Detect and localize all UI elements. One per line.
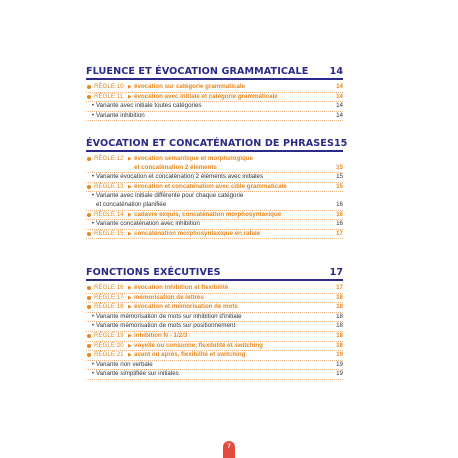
entry-title bbox=[96, 102, 201, 111]
entry-page-number: 14 bbox=[336, 83, 343, 90]
entry-title-line: Variante évocation et concaténation 2 éléments avec initiales bbox=[96, 173, 264, 181]
toc-rule-entry[interactable] bbox=[86, 211, 343, 221]
bullet-icon bbox=[87, 286, 91, 290]
entry-page-number: 18 bbox=[336, 312, 343, 320]
arrow-right-icon: ▶ bbox=[128, 211, 132, 218]
entry-title bbox=[134, 332, 187, 341]
toc-rule-entry[interactable] bbox=[86, 294, 343, 304]
toc-variant-entry[interactable] bbox=[86, 370, 343, 380]
arrow-right-icon: ▶ bbox=[128, 285, 132, 291]
rule-label: RÈGLE 18 bbox=[94, 303, 124, 311]
rule-label: RÈGLE 14 bbox=[94, 210, 124, 218]
toc-variant-entry[interactable] bbox=[86, 313, 343, 323]
toc-variant-entry[interactable] bbox=[86, 361, 343, 371]
arrow-right-icon: ▶ bbox=[128, 156, 132, 162]
entry-title-line-2: et concaténation 2 éléments bbox=[134, 163, 217, 171]
entry-title bbox=[134, 155, 253, 172]
entry-page-number: 18 bbox=[336, 293, 343, 301]
entry-title bbox=[96, 361, 153, 370]
entry-title bbox=[134, 342, 263, 351]
arrow-right-icon: ▶ bbox=[128, 183, 132, 190]
entry-title bbox=[96, 173, 263, 182]
entry-title-line: Variante avec initiale différente pour chaque catégorie bbox=[96, 192, 244, 200]
bullet-dot-icon: • bbox=[91, 111, 95, 119]
toc-rule-entry[interactable] bbox=[86, 230, 343, 240]
bullet-icon bbox=[87, 305, 91, 309]
bullet-icon bbox=[87, 344, 91, 348]
entry-page-number: 14 bbox=[336, 92, 343, 100]
arrow-right-icon: ▶ bbox=[128, 93, 132, 100]
entry-title bbox=[134, 303, 238, 312]
toc-rule-entry[interactable] bbox=[86, 183, 343, 193]
entry-page-number: 18 bbox=[336, 331, 343, 339]
toc-rule-entry[interactable] bbox=[86, 342, 343, 352]
entry-title bbox=[134, 183, 287, 192]
bullet-icon bbox=[87, 353, 91, 357]
entry-title-line: voyelle ou consonne, flexibilité et switching bbox=[134, 341, 263, 349]
entry-page-number: 18 bbox=[336, 322, 343, 330]
entry-title-line: Variante simplifiée sur initiales bbox=[96, 370, 179, 378]
bullet-dot-icon: • bbox=[91, 370, 95, 378]
section-page-number: 15 bbox=[333, 138, 348, 149]
section-entries bbox=[86, 83, 343, 121]
entry-page-number: 19 bbox=[336, 360, 343, 368]
toc-variant-entry[interactable] bbox=[86, 112, 343, 122]
bullet-dot-icon: • bbox=[91, 102, 95, 110]
rule-label: RÈGLE 16 bbox=[94, 284, 124, 291]
entry-title bbox=[134, 230, 260, 239]
entry-page-number: 16 bbox=[336, 220, 343, 228]
toc-section-fonctions-executives bbox=[86, 265, 343, 380]
entry-title bbox=[134, 211, 281, 220]
toc-rule-entry[interactable] bbox=[86, 284, 343, 294]
bullet-dot-icon: • bbox=[91, 360, 95, 368]
toc-rule-entry[interactable] bbox=[86, 83, 343, 93]
bullet-icon bbox=[87, 85, 91, 89]
rule-label: RÈGLE 20 bbox=[94, 341, 124, 349]
bullet-icon bbox=[87, 334, 91, 338]
bullet-icon bbox=[87, 213, 91, 217]
entry-title-line: cadavre exquis, concaténation morphosyntaxique bbox=[134, 210, 282, 218]
entry-title bbox=[134, 83, 245, 92]
toc-variant-entry[interactable] bbox=[86, 220, 343, 230]
entry-title-line: Variante non verbale bbox=[96, 360, 153, 368]
section-title: FLUENCE ET ÉVOCATION GRAMMATICALE bbox=[86, 66, 309, 77]
arrow-right-icon: ▶ bbox=[128, 332, 132, 339]
entry-page-number: 19 bbox=[336, 370, 343, 378]
entry-title bbox=[96, 112, 145, 121]
arrow-right-icon: ▶ bbox=[128, 342, 132, 349]
arrow-right-icon: ▶ bbox=[128, 304, 132, 311]
entry-page-number: 18 bbox=[336, 303, 343, 311]
entry-title-line: Variante avec initiale toutes catégories bbox=[96, 102, 202, 110]
entry-page-number: 14 bbox=[336, 111, 343, 119]
arrow-right-icon: ▶ bbox=[128, 230, 132, 237]
toc-variant-entry[interactable] bbox=[86, 102, 343, 112]
toc-variant-entry[interactable] bbox=[86, 192, 343, 210]
section-page-number: 17 bbox=[329, 267, 343, 278]
entry-page-number: 16 bbox=[336, 200, 343, 208]
entry-title bbox=[134, 351, 245, 360]
bullet-dot-icon: • bbox=[91, 173, 95, 181]
entry-title-line: Variante mémorisation de mots sur inhibition d'initiale bbox=[96, 312, 242, 320]
section-heading bbox=[86, 64, 343, 80]
entry-title bbox=[96, 322, 235, 331]
entry-title-line: inhibition N - 1/2/3 bbox=[134, 331, 188, 339]
section-title: ÉVOCATION ET CONCATÉNATION DE PHRASES bbox=[86, 138, 334, 149]
entry-title-line: évocation sémantique et morphologique bbox=[134, 155, 253, 162]
rule-label: RÈGLE 17 bbox=[94, 293, 124, 301]
section-entries bbox=[86, 155, 343, 239]
entry-title bbox=[96, 192, 243, 209]
entry-title bbox=[134, 93, 278, 102]
entry-title-line: évocation et concaténation avec cible grammaticale bbox=[134, 182, 287, 190]
entry-page-number: 16 bbox=[336, 210, 343, 218]
toc-rule-entry[interactable] bbox=[86, 93, 343, 103]
rule-label: RÈGLE 13 bbox=[94, 182, 124, 190]
entry-title bbox=[96, 370, 179, 379]
section-heading bbox=[86, 265, 343, 281]
bullet-icon bbox=[87, 232, 91, 236]
entry-title-line: Variante concaténation avec inhibition bbox=[96, 220, 200, 228]
page-number-badge: 7 bbox=[223, 441, 235, 458]
entry-title-line: évocation inhibition et flexibilité bbox=[134, 284, 229, 291]
entry-title bbox=[134, 294, 204, 303]
rule-label: RÈGLE 21 bbox=[94, 351, 124, 359]
entry-title bbox=[96, 313, 242, 322]
bullet-icon bbox=[87, 157, 91, 161]
entry-title-line: Variante inhibition bbox=[96, 111, 145, 119]
rule-label: RÈGLE 12 bbox=[94, 155, 124, 162]
section-page-number: 14 bbox=[329, 66, 343, 77]
entry-page-number: 14 bbox=[336, 102, 343, 110]
toc-rule-entry[interactable] bbox=[86, 351, 343, 361]
entry-title-line: évocation sur catégorie grammaticale bbox=[134, 83, 246, 90]
entry-title bbox=[134, 284, 228, 293]
section-heading bbox=[86, 136, 348, 152]
entry-page-number: 15 bbox=[336, 163, 343, 171]
arrow-right-icon: ▶ bbox=[128, 84, 132, 90]
rule-label: RÈGLE 11 bbox=[94, 92, 124, 100]
toc-variant-entry[interactable] bbox=[86, 173, 343, 183]
entry-title-line: évocation et mémorisation de mots bbox=[134, 303, 238, 311]
toc-variant-entry[interactable] bbox=[86, 322, 343, 332]
entry-title-line: mémorisation de lettres bbox=[134, 293, 204, 301]
entry-page-number: 15 bbox=[336, 182, 343, 190]
entry-page-number: 15 bbox=[336, 173, 343, 181]
entry-title-line: concaténation morphosyntaxique en rafale bbox=[134, 229, 261, 237]
section-title: FONCTIONS EXÉCUTIVES bbox=[86, 267, 221, 278]
entry-page-number: 17 bbox=[336, 229, 343, 237]
entry-page-number: 17 bbox=[336, 284, 343, 291]
entry-title-line: évocation avec initiale et catégorie grammaticale bbox=[134, 92, 278, 100]
bullet-dot-icon: • bbox=[91, 220, 95, 228]
entry-title-line: Variante mémorisation de mots sur positionnement bbox=[96, 322, 236, 330]
entry-title bbox=[96, 220, 200, 229]
toc-section-concatenation bbox=[86, 136, 348, 239]
toc-rule-entry[interactable] bbox=[86, 332, 343, 342]
toc-rule-entry[interactable] bbox=[86, 155, 343, 173]
bullet-dot-icon: • bbox=[91, 312, 95, 320]
toc-rule-entry[interactable] bbox=[86, 303, 343, 313]
rule-label: RÈGLE 15 bbox=[94, 229, 124, 237]
toc-section-fluence bbox=[86, 64, 343, 121]
bullet-icon bbox=[87, 296, 91, 300]
arrow-right-icon: ▶ bbox=[128, 294, 132, 301]
arrow-right-icon: ▶ bbox=[128, 352, 132, 359]
rule-label: RÈGLE 10 bbox=[94, 83, 124, 90]
bullet-dot-icon: • bbox=[91, 322, 95, 330]
bullet-icon bbox=[87, 185, 91, 189]
entry-page-number: 19 bbox=[336, 351, 343, 359]
rule-label: RÈGLE 19 bbox=[94, 331, 124, 339]
bullet-dot-icon: • bbox=[91, 192, 95, 200]
entry-title-line: avant ou après, flexibilité et switching bbox=[134, 351, 246, 359]
entry-page-number: 18 bbox=[336, 341, 343, 349]
entry-title-line-2: et concaténation planifiée bbox=[96, 200, 167, 208]
section-entries bbox=[86, 284, 343, 380]
bullet-icon bbox=[87, 95, 91, 99]
